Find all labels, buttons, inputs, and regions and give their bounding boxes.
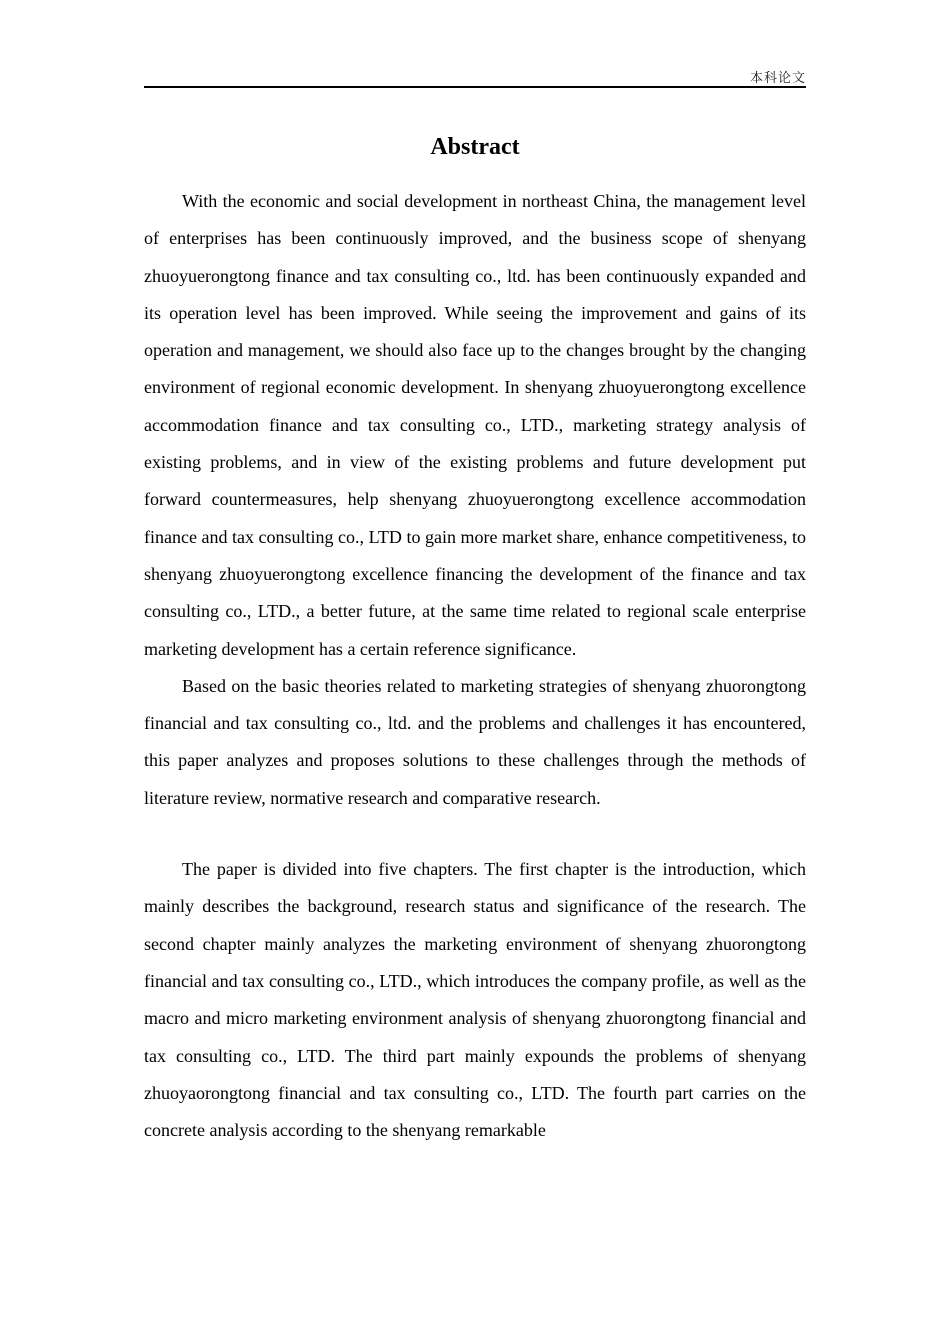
abstract-paragraph-1: With the economic and social development in northeast China, the management level of enterprises has been continuously improved, and the business scope of shenyang zhuoyuerongtong finance and tax consulting co., ltd. has been continuously expanded and its operation level has been improved. While seeing the improvement and gains of its operation and management, we should also face up to the changes brought by the changing environment of regional economic development. In shenyang zhuoyuerongtong excellence accommodation finance and tax consulting co., LTD., marketing strategy analysis of existing problems, and in view of the existing problems and future development put forward countermeasures, help shenyang zhuoyuerongtong excellence accommodation finance and tax consulting co., LTD to gain more market share, enhance competitiveness, to shenyang zhuoyuerongtong excellence financing the development of the finance and tax consulting co., LTD., a better future, at the same time related to regional scale enterprise marketing development has a certain reference significance. bbox=[144, 191, 806, 659]
paragraph-spacer bbox=[144, 817, 806, 851]
page-header bbox=[144, 66, 806, 88]
abstract-body bbox=[144, 183, 806, 1149]
abstract-paragraph-3: The paper is divided into five chapters. The first chapter is the introduction, which mainly describes the background, research status and significance of the research. The second chapter mainly analyzes the marketing environment of shenyang zhuorongtong financial and tax consulting co., LTD., which introduces the company profile, as well as the macro and micro marketing environment analysis of shenyang zhuorongtong financial and tax consulting co., LTD. The third part mainly expounds the problems of shenyang zhuoyaorongtong financial and tax consulting co., LTD. The fourth part carries on the concrete analysis according to the shenyang remarkable bbox=[144, 859, 806, 1141]
abstract-title: Abstract bbox=[430, 134, 520, 160]
abstract-paragraph-2: Based on the basic theories related to marketing strategies of shenyang zhuorongtong financial and tax consulting co., ltd. and the problems and challenges it has encountered, this paper analyzes and proposes solutions to these challenges through the methods of literature review, normative research and comparative research. bbox=[144, 675, 806, 808]
header-label: 本科论文 bbox=[749, 71, 806, 86]
